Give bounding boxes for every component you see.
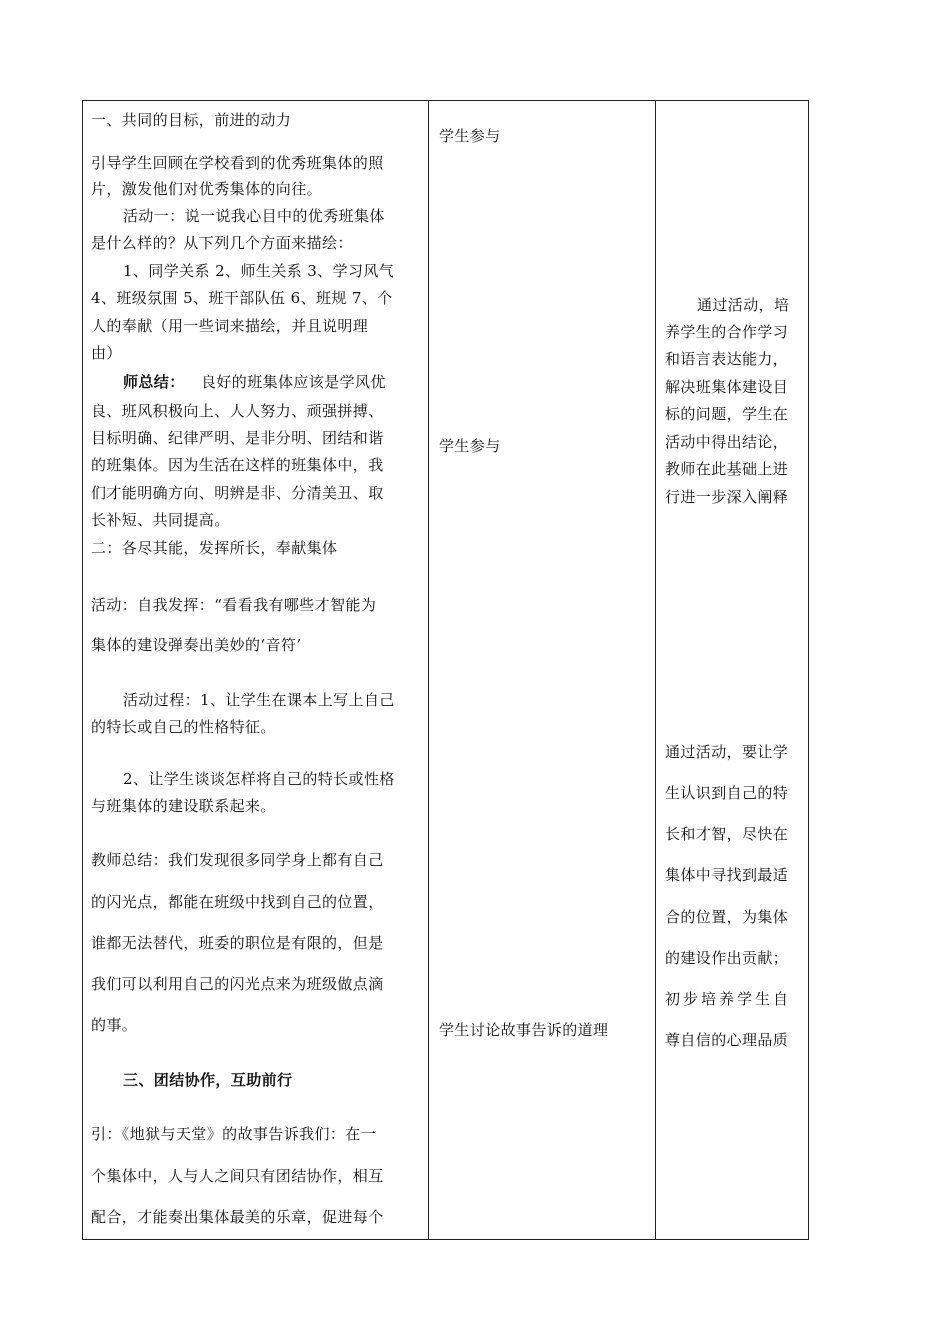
text-line: 1、同学关系 2、师生关系 3、学习风气 — [123, 262, 395, 280]
design-intent-line: 行进一步深入阐释 — [665, 488, 789, 506]
text-line: 活动一：说一说我心目中的优秀班集体 — [123, 207, 385, 225]
text-line: 的事。 — [91, 1016, 138, 1034]
design-intent-line: 活动中得出结论， — [665, 433, 789, 451]
text-line: 的班集体。因为生活在这样的班集体中，我 — [91, 456, 384, 474]
text-line: 我们可以利用自己的闪光点来为班级做点滴 — [91, 975, 384, 993]
design-intent-line: 标的问题，学生在 — [665, 405, 789, 423]
text-line: 2、让学生谈谈怎样将自己的特长或性格 — [123, 770, 395, 788]
design-intent-line: 通过活动，要让学 — [665, 743, 789, 761]
text-line: 人的奉献（用一些词来描绘，并且说明理 — [91, 317, 369, 335]
text-line: 由） — [91, 344, 122, 362]
design-intent-line: 解决班集体建设目 — [665, 378, 789, 396]
text-line: 们才能明确方向、明辨是非、分清美丑、取 — [91, 484, 384, 502]
text-line: 与班集体的建设联系起来。 — [91, 797, 276, 815]
text-line: 集体的建设弹奏出美妙的‘音符’ — [91, 636, 302, 654]
design-intent-line: 集体中寻找到最适 — [665, 866, 789, 884]
text-line: 引导学生回顾在学校看到的优秀班集体的照 — [91, 154, 384, 172]
design-intent-line: 生认识到自己的特 — [665, 784, 789, 802]
text-line: 片，激发他们对优秀集体的向往。 — [91, 180, 323, 198]
text-line: 活动：自我发挥：“看看我有哪些才智能为 — [91, 596, 377, 614]
design-intent-line: 初步培养学生自 — [665, 990, 792, 1008]
text-line: 是什么样的？从下列几个方面来描绘： — [91, 234, 353, 252]
design-intent-line: 的建设作出贡献； — [665, 949, 789, 967]
design-intent-line: 和语言表达能力， — [665, 350, 789, 368]
text-line: 的闪光点，都能在班级中找到自己的位置， — [91, 893, 384, 911]
text-line: 活动过程：1、让学生在课本上写上自己 — [123, 691, 395, 709]
text-line: 谁都无法替代，班委的职位是有限的，但是 — [91, 934, 384, 952]
text-line: 个集体中，人与人之间只有团结协作，相互 — [91, 1167, 384, 1185]
text-line: 配合，才能奏出集体最美的乐章，促进每个 — [91, 1208, 384, 1226]
student-activity: 学生讨论故事告诉的道理 — [439, 1021, 609, 1039]
teacher-summary-label: 师总结： — [123, 373, 185, 391]
design-intent-line: 长和才智，尽快在 — [665, 825, 789, 843]
student-activity: 学生参与 — [439, 437, 501, 455]
section-heading: 二：各尽其能，发挥所长，奉献集体 — [91, 539, 338, 557]
text-line: 教师总结：我们发现很多同学身上都有自己 — [91, 851, 384, 869]
column-divider — [428, 100, 429, 1240]
design-intent-line: 通过活动，培 — [697, 296, 790, 314]
design-intent-line: 合的位置，为集体 — [665, 908, 789, 926]
text-line: 良好的班集体应该是学风优 — [201, 373, 386, 391]
student-activity: 学生参与 — [439, 127, 501, 145]
text-line: 目标明确、纪律严明、是非分明、团结和谐 — [91, 429, 384, 447]
design-intent-line: 养学生的合作学习 — [665, 323, 789, 341]
section-heading: 一、共同的目标，前进的动力 — [91, 111, 292, 129]
text-line: 良、班风积极向上、人人努力、顽强拼搏、 — [91, 402, 384, 420]
text-line: 4、班级氛围 5、班干部队伍 6、班规 7、个 — [91, 289, 393, 307]
design-intent-line: 尊自信的心理品质 — [665, 1031, 789, 1049]
text-line: 引：《地狱与天堂》的故事告诉我们：在一 — [91, 1125, 377, 1143]
column-divider — [655, 100, 656, 1240]
text-line: 长补短、共同提高。 — [91, 511, 230, 529]
text-line: 的特长或自己的性格特征。 — [91, 718, 276, 736]
section-heading: 三、团结协作，互助前行 — [123, 1071, 293, 1089]
design-intent-line: 教师在此基础上进 — [665, 460, 789, 478]
